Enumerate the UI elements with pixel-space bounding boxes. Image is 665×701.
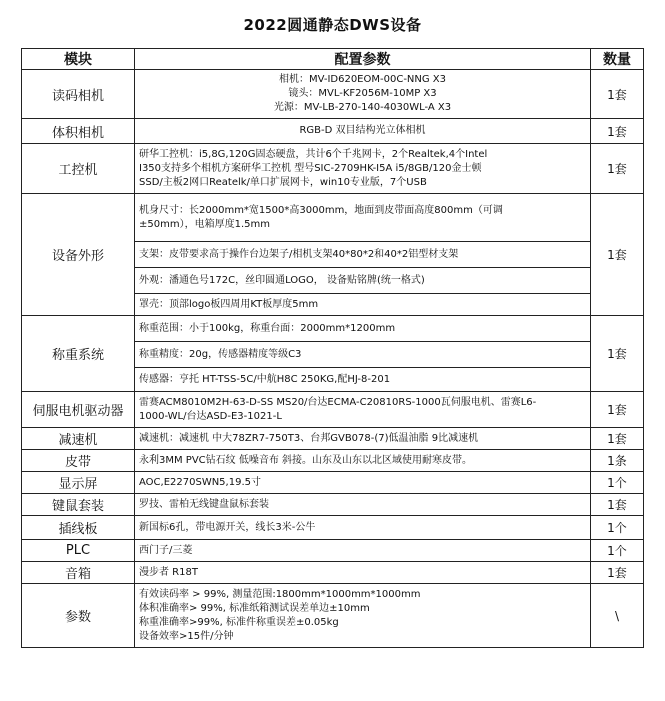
qty-cell: 1套 (591, 70, 644, 119)
qty-cell: 1套 (591, 428, 644, 450)
table-row (22, 316, 644, 342)
qty-cell: 1套 (591, 316, 644, 392)
spec-cell: 永利3MM PVC钻石纹 低噪音布 斜接。山东及山东以北区域使用耐寒皮带。 (135, 450, 591, 472)
spec-cell (135, 392, 591, 428)
module-name: 音箱 (22, 562, 135, 584)
table-row (22, 70, 644, 119)
spec-line: 称重准确率>99%, 标准件称重误差±0.05kg (139, 616, 339, 628)
spec-line: 研华工控机：i5,8G,120G固态硬盘，共计6个千兆网卡，2个Realtek,4个Intel (139, 148, 488, 160)
module-name: 显示屏 (22, 472, 135, 494)
qty-cell: \ (591, 584, 644, 648)
qty-cell: 1个 (591, 472, 644, 494)
spec-cell: 罗技、雷柏无线键盘鼠标套装 (135, 494, 591, 516)
table-header-row (22, 49, 644, 70)
spec-line: I350支持多个相机方案研华工控机 型号SIC-2709HK-I5A i5/8GB/120金士顿 (139, 162, 482, 174)
spec-cell (135, 144, 591, 194)
module-name: PLC (22, 540, 135, 562)
qty-cell: 1套 (591, 119, 644, 144)
table-row (22, 540, 644, 562)
module-name: 设备外形 (22, 194, 135, 316)
spec-cell: 外观：潘通色号172C，丝印圆通LOGO， 设备贴铭牌(统一格式) (135, 268, 591, 294)
module-name: 称重系统 (22, 316, 135, 392)
header-module: 模块 (22, 49, 135, 70)
table-row (22, 194, 644, 242)
module-name: 读码相机 (22, 70, 135, 119)
module-name: 参数 (22, 584, 135, 648)
table-row (22, 428, 644, 450)
table-row (22, 584, 644, 648)
spec-cell: 西门子/三菱 (135, 540, 591, 562)
spec-cell: 减速机：减速机 中大78ZR7-750T3、台邦GVB078-(7)低温油脂 9比减速机 (135, 428, 591, 450)
spec-line: 光源：MV-LB-270-140-4030WL-A X3 (273, 102, 452, 113)
spec-cell (135, 194, 591, 242)
table-row (22, 472, 644, 494)
spec-cell (135, 70, 591, 119)
spec-cell: 支架：皮带要求高于操作台边架子/相机支架40*80*2和40*2铝型材支架 (135, 242, 591, 268)
spec-line: 设备效率>15件/分钟 (139, 630, 234, 642)
qty-cell: 1个 (591, 516, 644, 540)
page-title: 2022圆通静态DWS设备 (243, 16, 422, 34)
qty-cell: 1条 (591, 450, 644, 472)
table-row (22, 392, 644, 428)
module-name: 键鼠套装 (22, 494, 135, 516)
table-row (22, 119, 644, 144)
spec-cell: AOC,E2270SWN5,19.5寸 (135, 472, 591, 494)
spec-line: 相机：MV-ID620EOM-00C-NNG X3 (278, 74, 447, 85)
module-name: 体积相机 (22, 119, 135, 144)
qty-cell: 1套 (591, 144, 644, 194)
module-name: 工控机 (22, 144, 135, 194)
header-qty: 数量 (591, 49, 644, 70)
module-name: 皮带 (22, 450, 135, 472)
spec-line: 镜头：MVL-KF2056M-10MP X3 (288, 88, 437, 99)
spec-cell: RGB-D 双目结构光立体相机 (135, 119, 591, 144)
table-row (22, 516, 644, 540)
spec-cell: 称重范围：小于100kg，称重台面：2000mm*1200mm (135, 316, 591, 342)
spec-line: 雷赛ACM8010M2H-63-D-SS MS20/台达ECMA-C20810RS-1000瓦伺服电机、雷赛L6- (139, 396, 537, 408)
table-row (22, 450, 644, 472)
qty-cell: 1个 (591, 540, 644, 562)
spec-cell: 漫步者 R18T (135, 562, 591, 584)
spec-cell: 传感器：亨托 HT-TSS-5C/中航H8C 250KG,配HJ-8-201 (135, 368, 591, 392)
spec-cell: 罩壳：顶部logo板四周用KT板厚度5mm (135, 294, 591, 316)
spec-line: SSD/主板2网口Reatelk/单口扩展网卡，win10专业版，7个USB (139, 176, 427, 188)
spec-cell: 称重精度：20g，传感器精度等级C3 (135, 342, 591, 368)
spec-cell (135, 584, 591, 648)
module-name: 伺服电机驱动器 (22, 392, 135, 428)
table-row (22, 144, 644, 194)
spec-line: 体积准确率> 99%, 标准纸箱测试误差单边±10mm (139, 602, 370, 614)
qty-cell: 1套 (591, 392, 644, 428)
qty-cell: 1套 (591, 194, 644, 316)
module-name: 减速机 (22, 428, 135, 450)
spec-cell: 新国标6孔，带电源开关，线长3米-公牛 (135, 516, 591, 540)
spec-table (21, 48, 644, 648)
table-row (22, 562, 644, 584)
spec-line: 机身尺寸：长2000mm*宽1500*高3000mm，地面到皮带面高度800mm（可调 (139, 204, 503, 216)
qty-cell: 1套 (591, 494, 644, 516)
header-spec: 配置参数 (135, 49, 591, 70)
spec-line: ±50mm），电箱厚度1.5mm (139, 218, 270, 230)
table-row (22, 494, 644, 516)
qty-cell: 1套 (591, 562, 644, 584)
module-name: 插线板 (22, 516, 135, 540)
spec-line: 1000-WL/台达ASD-E3-1021-L (139, 410, 282, 422)
spec-line: 有效读码率 > 99%, 测量范围:1800mm*1000mm*1000mm (139, 588, 421, 600)
